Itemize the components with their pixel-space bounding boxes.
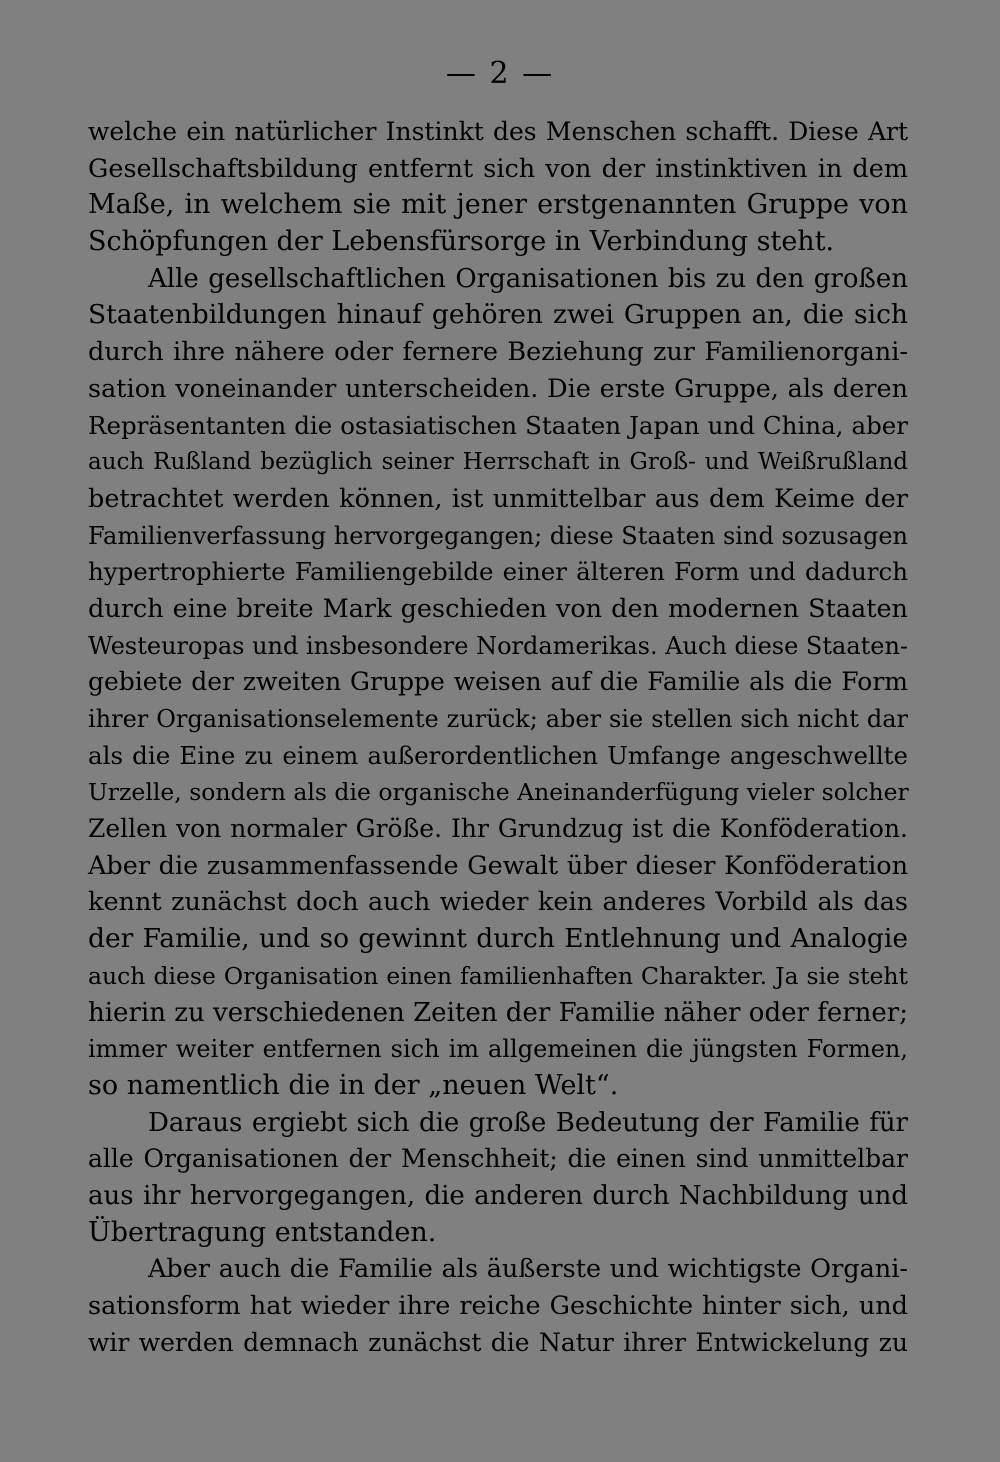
text-line: immer weiter entfernen sich im allgemeinen die jüngsten Formen, [88,1035,908,1064]
text-line: wir werden demnach zunächst die Natur ihrer Entwickelung zu [88,1327,908,1357]
text-line: gebiete der zweiten Gruppe weisen auf die Familie als die Form [88,667,908,697]
text-line: Maße, in welchem sie mit jener erstgenannten Gruppe von [88,189,908,221]
page-number: — 2 — [445,56,555,91]
text-line: welche ein natürlicher Instinkt des Menschen schafft. Diese Art [88,117,908,146]
text-line: Gesellschaftsbildung entfernt sich von der instinktiven in dem [88,153,908,184]
text-line: Urzelle, sondern als die organische Aneinanderfügung vieler solcher [88,778,909,807]
text-line: hierin zu verschiedenen Zeiten der Familie näher oder ferner; [88,997,908,1028]
text-line: alle Organisationen der Menschheit; die einen sind unmittelbar [88,1144,908,1174]
text-line: Zellen von normaler Größe. Ihr Grundzug ist die Konföderation. [88,814,908,844]
text-line: ihrer Organisationselemente zurück; aber sie stellen sich nicht dar [88,705,908,733]
text-line: Daraus ergiebt sich die große Bedeutung der Familie für [148,1107,908,1138]
text-line: auch Rußland bezüglich seiner Herrschaft in Groß- und Weißrußland [88,449,908,476]
text-line: Familienverfassung hervorgegangen; diese Staaten sind sozusagen [88,521,908,550]
text-line: auch diese Organisation einen familienhaften Charakter. Ja sie steht [88,961,908,990]
text-line: Aber auch die Familie als äußerste und wichtigste Organi- [148,1254,908,1285]
text-line: betrachtet werden können, ist unmittelbar aus dem Keime der [88,483,908,514]
text-line: durch ihre nähere oder fernere Beziehung zur Familienorgani- [88,337,908,368]
text-line: aus ihr hervorgegangen, die anderen durch Nachbildung und [88,1180,908,1211]
text-line: Aber die zusammenfassende Gewalt über dieser Konföderation [88,850,908,881]
text-line: hypertrophierte Familiengebilde einer älteren Form und dadurch [88,557,908,587]
text-line: der Familie, und so gewinnt durch Entlehnung und Analogie [88,923,908,955]
text-line: Alle gesellschaftlichen Organisationen bis zu den großen [148,263,908,294]
text-line: Schöpfungen der Lebensfürsorge in Verbindung steht. [88,226,835,258]
text-line: Repräsentanten die ostasiatischen Staaten Japan und China, aber [88,410,908,440]
text-line: so namentlich die in der „neuen Welt“. [88,1069,619,1101]
text-line: Westeuropas und insbesondere Nordamerikas. Auch diese Staaten- [88,631,909,660]
text-line: sationsform hat wieder ihre reiche Geschichte hinter sich, und [88,1291,908,1321]
body-text [88,114,908,1361]
text-line: kennt zunächst doch auch wieder kein anderes Vorbild als das [88,887,908,918]
text-line: durch eine breite Mark geschieden von den modernen Staaten [88,593,908,624]
text-line: sation voneinander unterscheiden. Die erste Gruppe, als deren [88,373,908,404]
text-line: als die Eine zu einem außerordentlichen Umfange angeschwellte [88,740,908,770]
text-line: Staatenbildungen hinauf gehören zwei Gruppen an, die sich [88,299,908,331]
text-line: Übertragung entstanden. [88,1216,437,1248]
